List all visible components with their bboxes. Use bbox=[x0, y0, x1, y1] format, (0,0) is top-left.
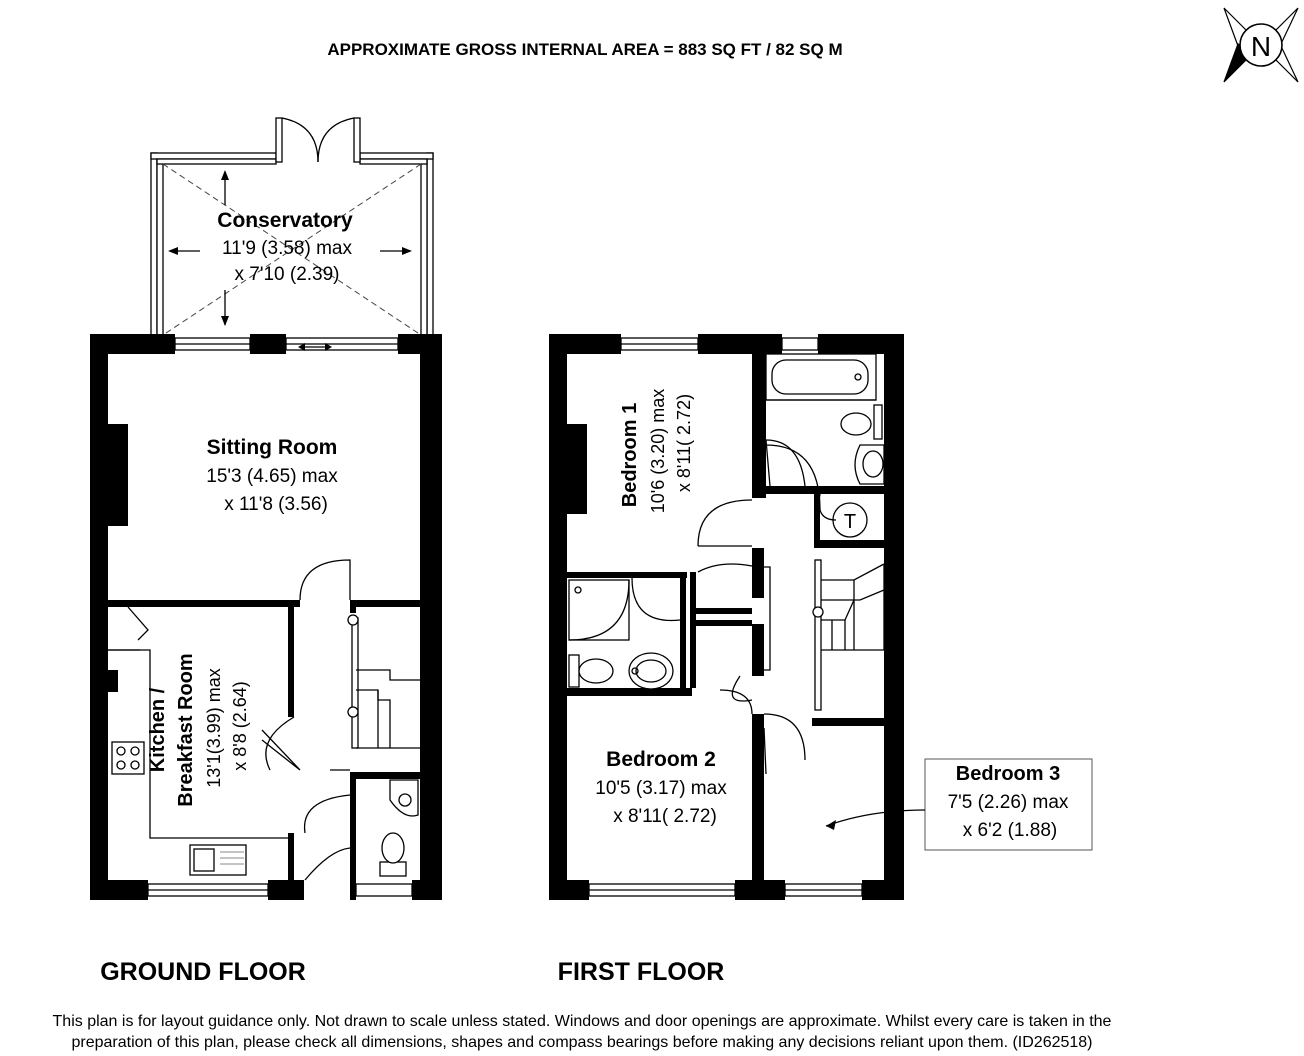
disclaimer-line-1: This plan is for layout guidance only. Not drawn to scale unless stated. Windows and door openings are approximate. Whilst every care is taken in the bbox=[52, 1013, 1112, 1030]
conservatory-name: Conservatory bbox=[217, 209, 353, 232]
toilet-icon bbox=[382, 833, 404, 863]
bedroom-3-name: Bedroom 3 bbox=[955, 763, 1061, 785]
gross-area-heading: APPROXIMATE GROSS INTERNAL AREA = 883 SQ FT / 82 SQ M bbox=[327, 40, 843, 59]
sitting-room-name: Sitting Room bbox=[206, 436, 338, 459]
conservatory-dim-2: x 7'10 (2.39) bbox=[234, 264, 340, 285]
bedroom-1-dim-2: x 8'11( 2.72) bbox=[674, 393, 694, 493]
kitchen-name: Kitchen / bbox=[147, 687, 169, 773]
kitchen-dim-1: 13'1(3.99) max bbox=[204, 668, 224, 788]
toilet-icon-3 bbox=[579, 659, 613, 683]
bedroom-2-name: Bedroom 2 bbox=[606, 748, 716, 771]
bedroom-1-name: Bedroom 1 bbox=[619, 402, 641, 508]
ground-floor-plan bbox=[90, 118, 442, 900]
kitchen-name-2: Breakfast Room bbox=[175, 653, 197, 807]
north-compass-icon bbox=[1222, 7, 1300, 82]
bedroom-3-dim-2: x 6'2 (1.88) bbox=[962, 820, 1058, 841]
disclaimer-line-2: preparation of this plan, please check all dimensions, shapes and compass bearings before making any decisions reliant upon them. (ID262518) bbox=[71, 1034, 1093, 1051]
bedroom-3-dim-1: 7'5 (2.26) max bbox=[947, 792, 1069, 813]
conservatory-dim-1: 11'9 (3.58) max bbox=[221, 238, 353, 259]
kitchen-dim-2: x 8'8 (2.64) bbox=[230, 681, 250, 771]
ground-floor-title: GROUND FLOOR bbox=[100, 958, 306, 986]
kitchen-fixtures bbox=[108, 607, 288, 875]
bedroom-2-dim-2: x 8'11( 2.72) bbox=[613, 806, 717, 827]
sitting-room-dim-1: 15'3 (4.65) max bbox=[206, 466, 338, 487]
first-floor-plan bbox=[549, 334, 1092, 900]
first-floor-title: FIRST FLOOR bbox=[557, 958, 725, 986]
ensuite-fixtures bbox=[569, 578, 680, 689]
toilet-icon-2 bbox=[841, 413, 871, 435]
sitting-room-dim-2: x 11'8 (3.56) bbox=[224, 494, 328, 515]
bedroom-1-dim-1: 10'6 (3.20) max bbox=[648, 388, 668, 514]
ground-floor-walls bbox=[90, 334, 442, 900]
shower-icon bbox=[569, 580, 629, 640]
hob-icon bbox=[112, 742, 144, 774]
ground-floor-stairs bbox=[262, 560, 420, 880]
tank-label: T bbox=[843, 511, 857, 533]
bathroom-fixtures bbox=[766, 354, 884, 486]
wc-fixtures bbox=[380, 780, 418, 876]
bedroom-2-dim-1: 10'5 (3.17) max bbox=[595, 778, 727, 799]
compass-label: N bbox=[1250, 31, 1272, 62]
